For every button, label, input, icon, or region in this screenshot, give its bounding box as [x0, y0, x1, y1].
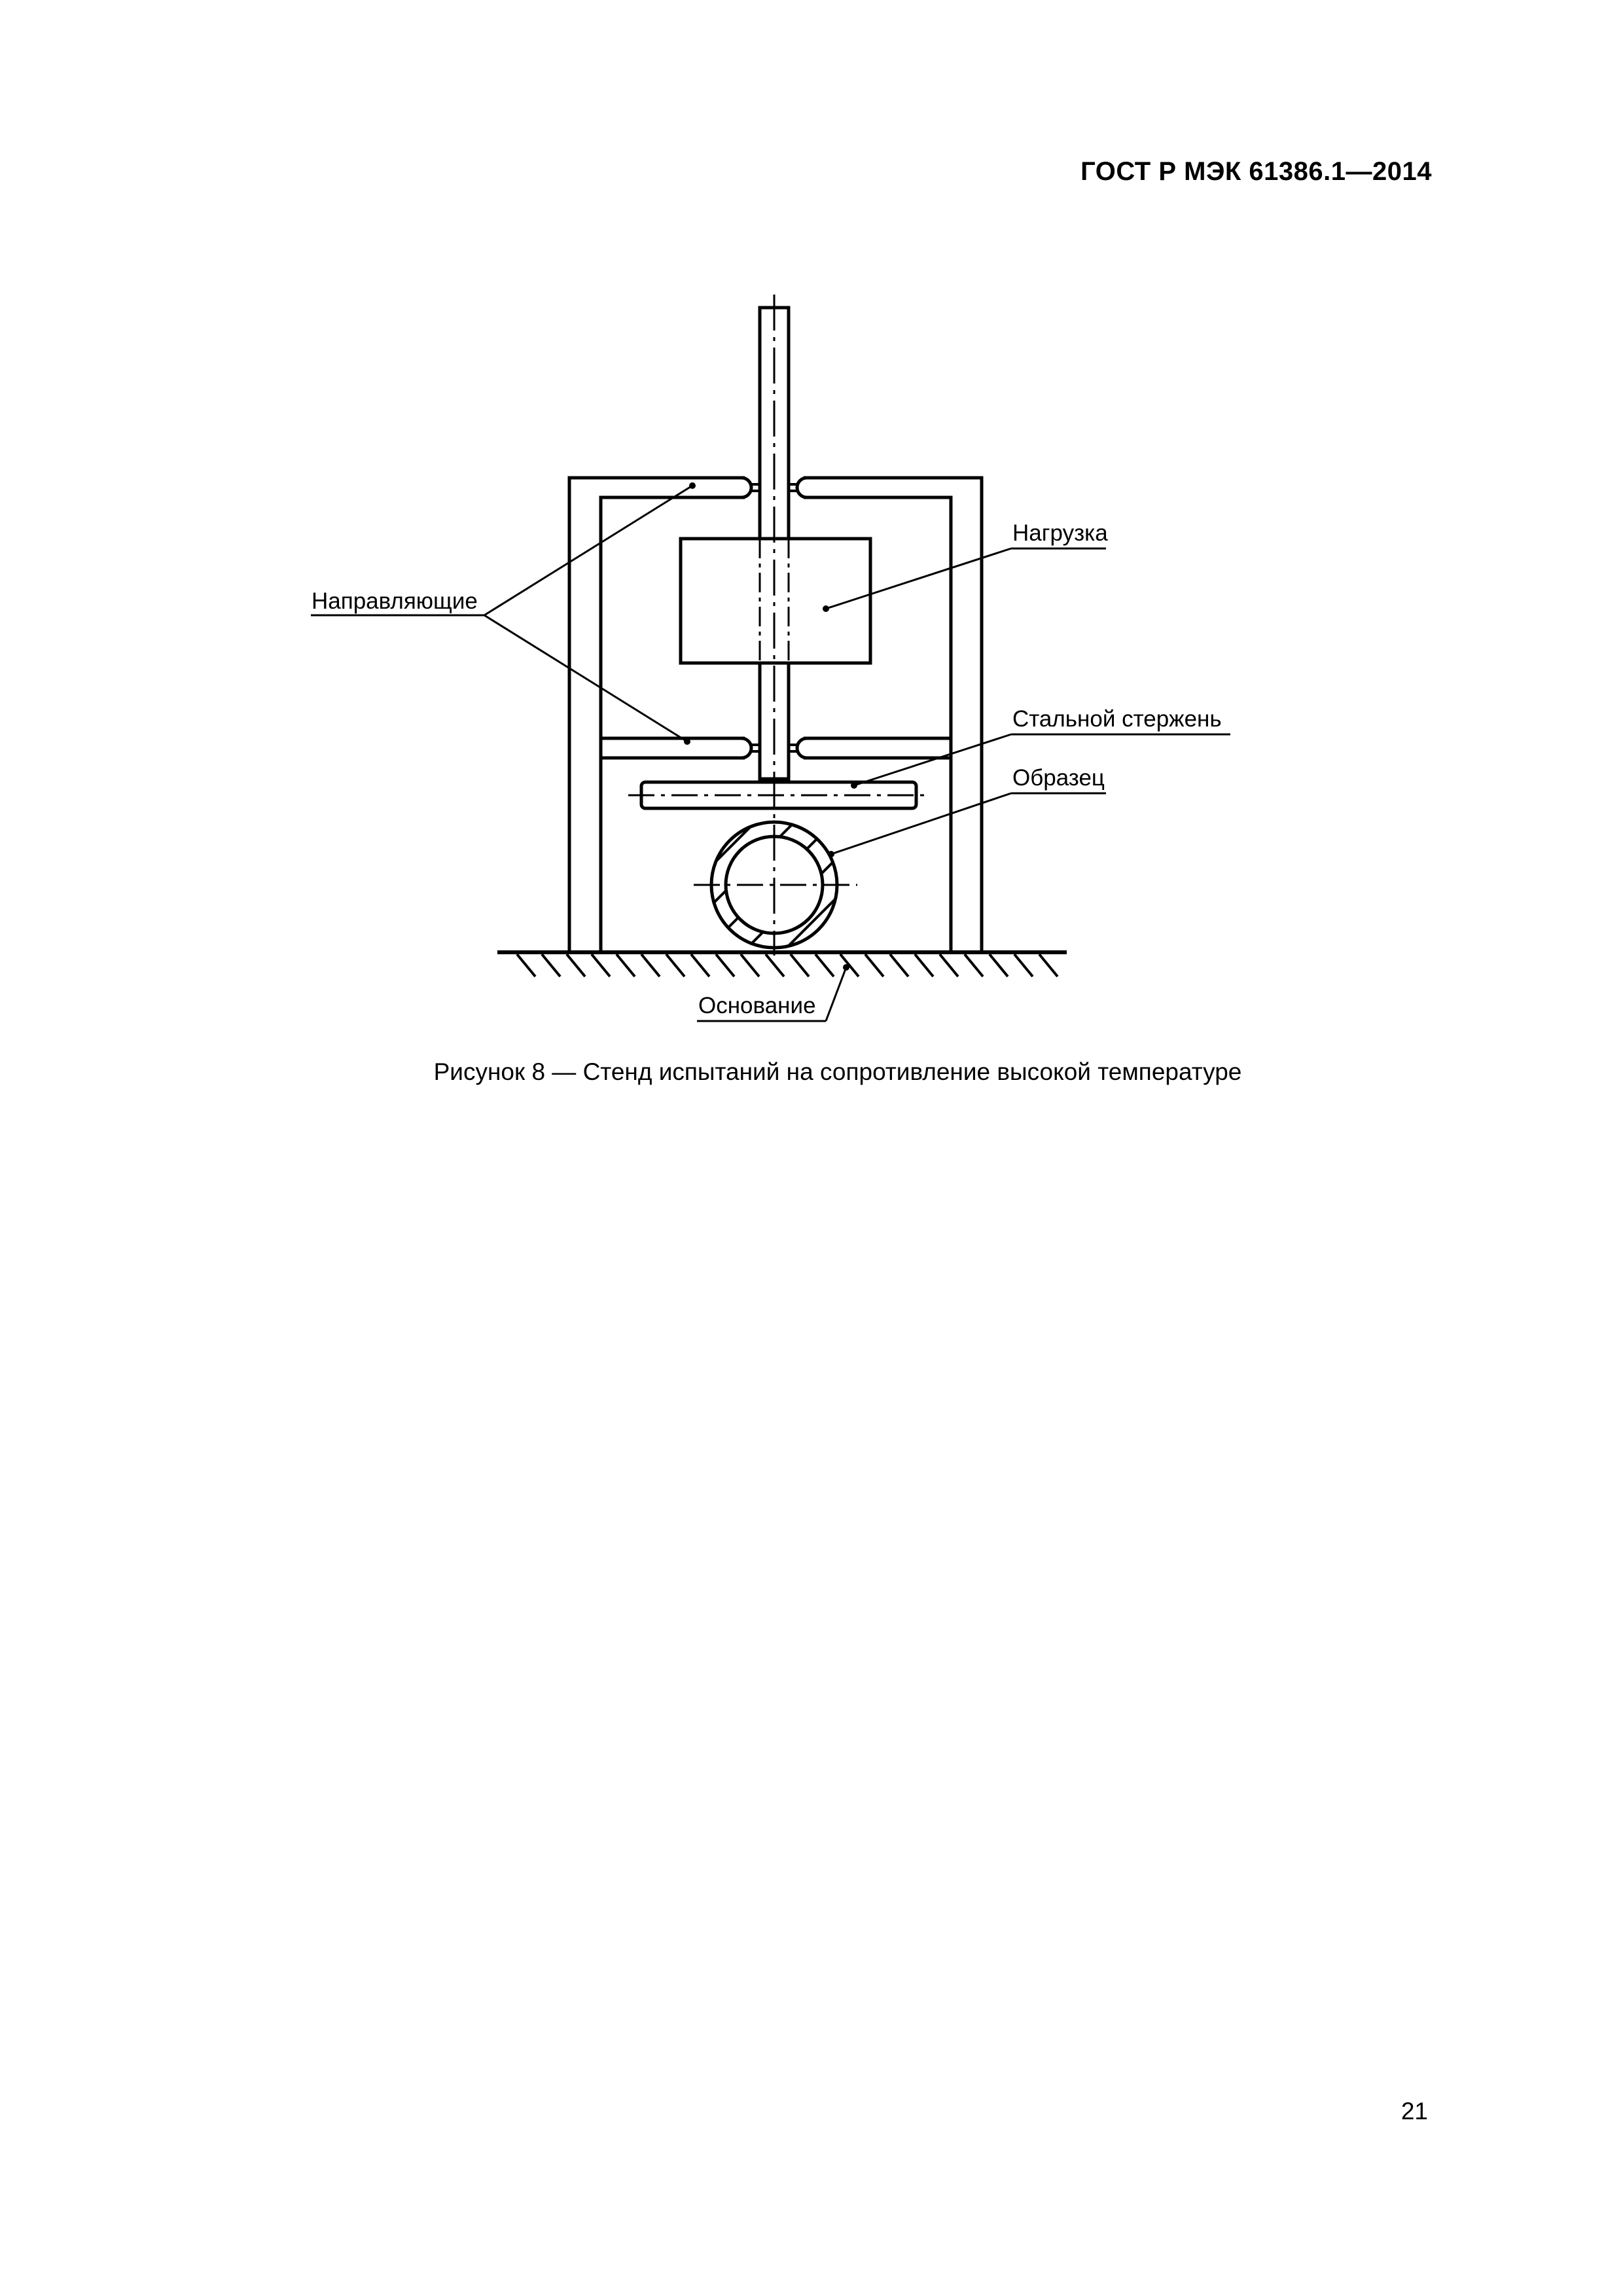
- figure-caption: Рисунок 8 — Стенд испытаний на сопротивление высокой температуре: [433, 1058, 1242, 1085]
- test-stand-diagram: [0, 0, 1623, 1113]
- label-guides: Направляющие: [312, 588, 478, 614]
- base: [497, 952, 1067, 977]
- label-sample: Образец: [1012, 765, 1105, 791]
- steel-rod: [628, 782, 929, 808]
- label-steel-rod: Стальной стержень: [1012, 706, 1222, 732]
- label-base: Основание: [698, 993, 816, 1018]
- document-header: ГОСТ Р МЭК 61386.1—2014: [1080, 157, 1432, 186]
- page-number: 21: [1400, 2098, 1428, 2125]
- load-block: [681, 539, 870, 663]
- label-load: Нагрузка: [1012, 520, 1108, 546]
